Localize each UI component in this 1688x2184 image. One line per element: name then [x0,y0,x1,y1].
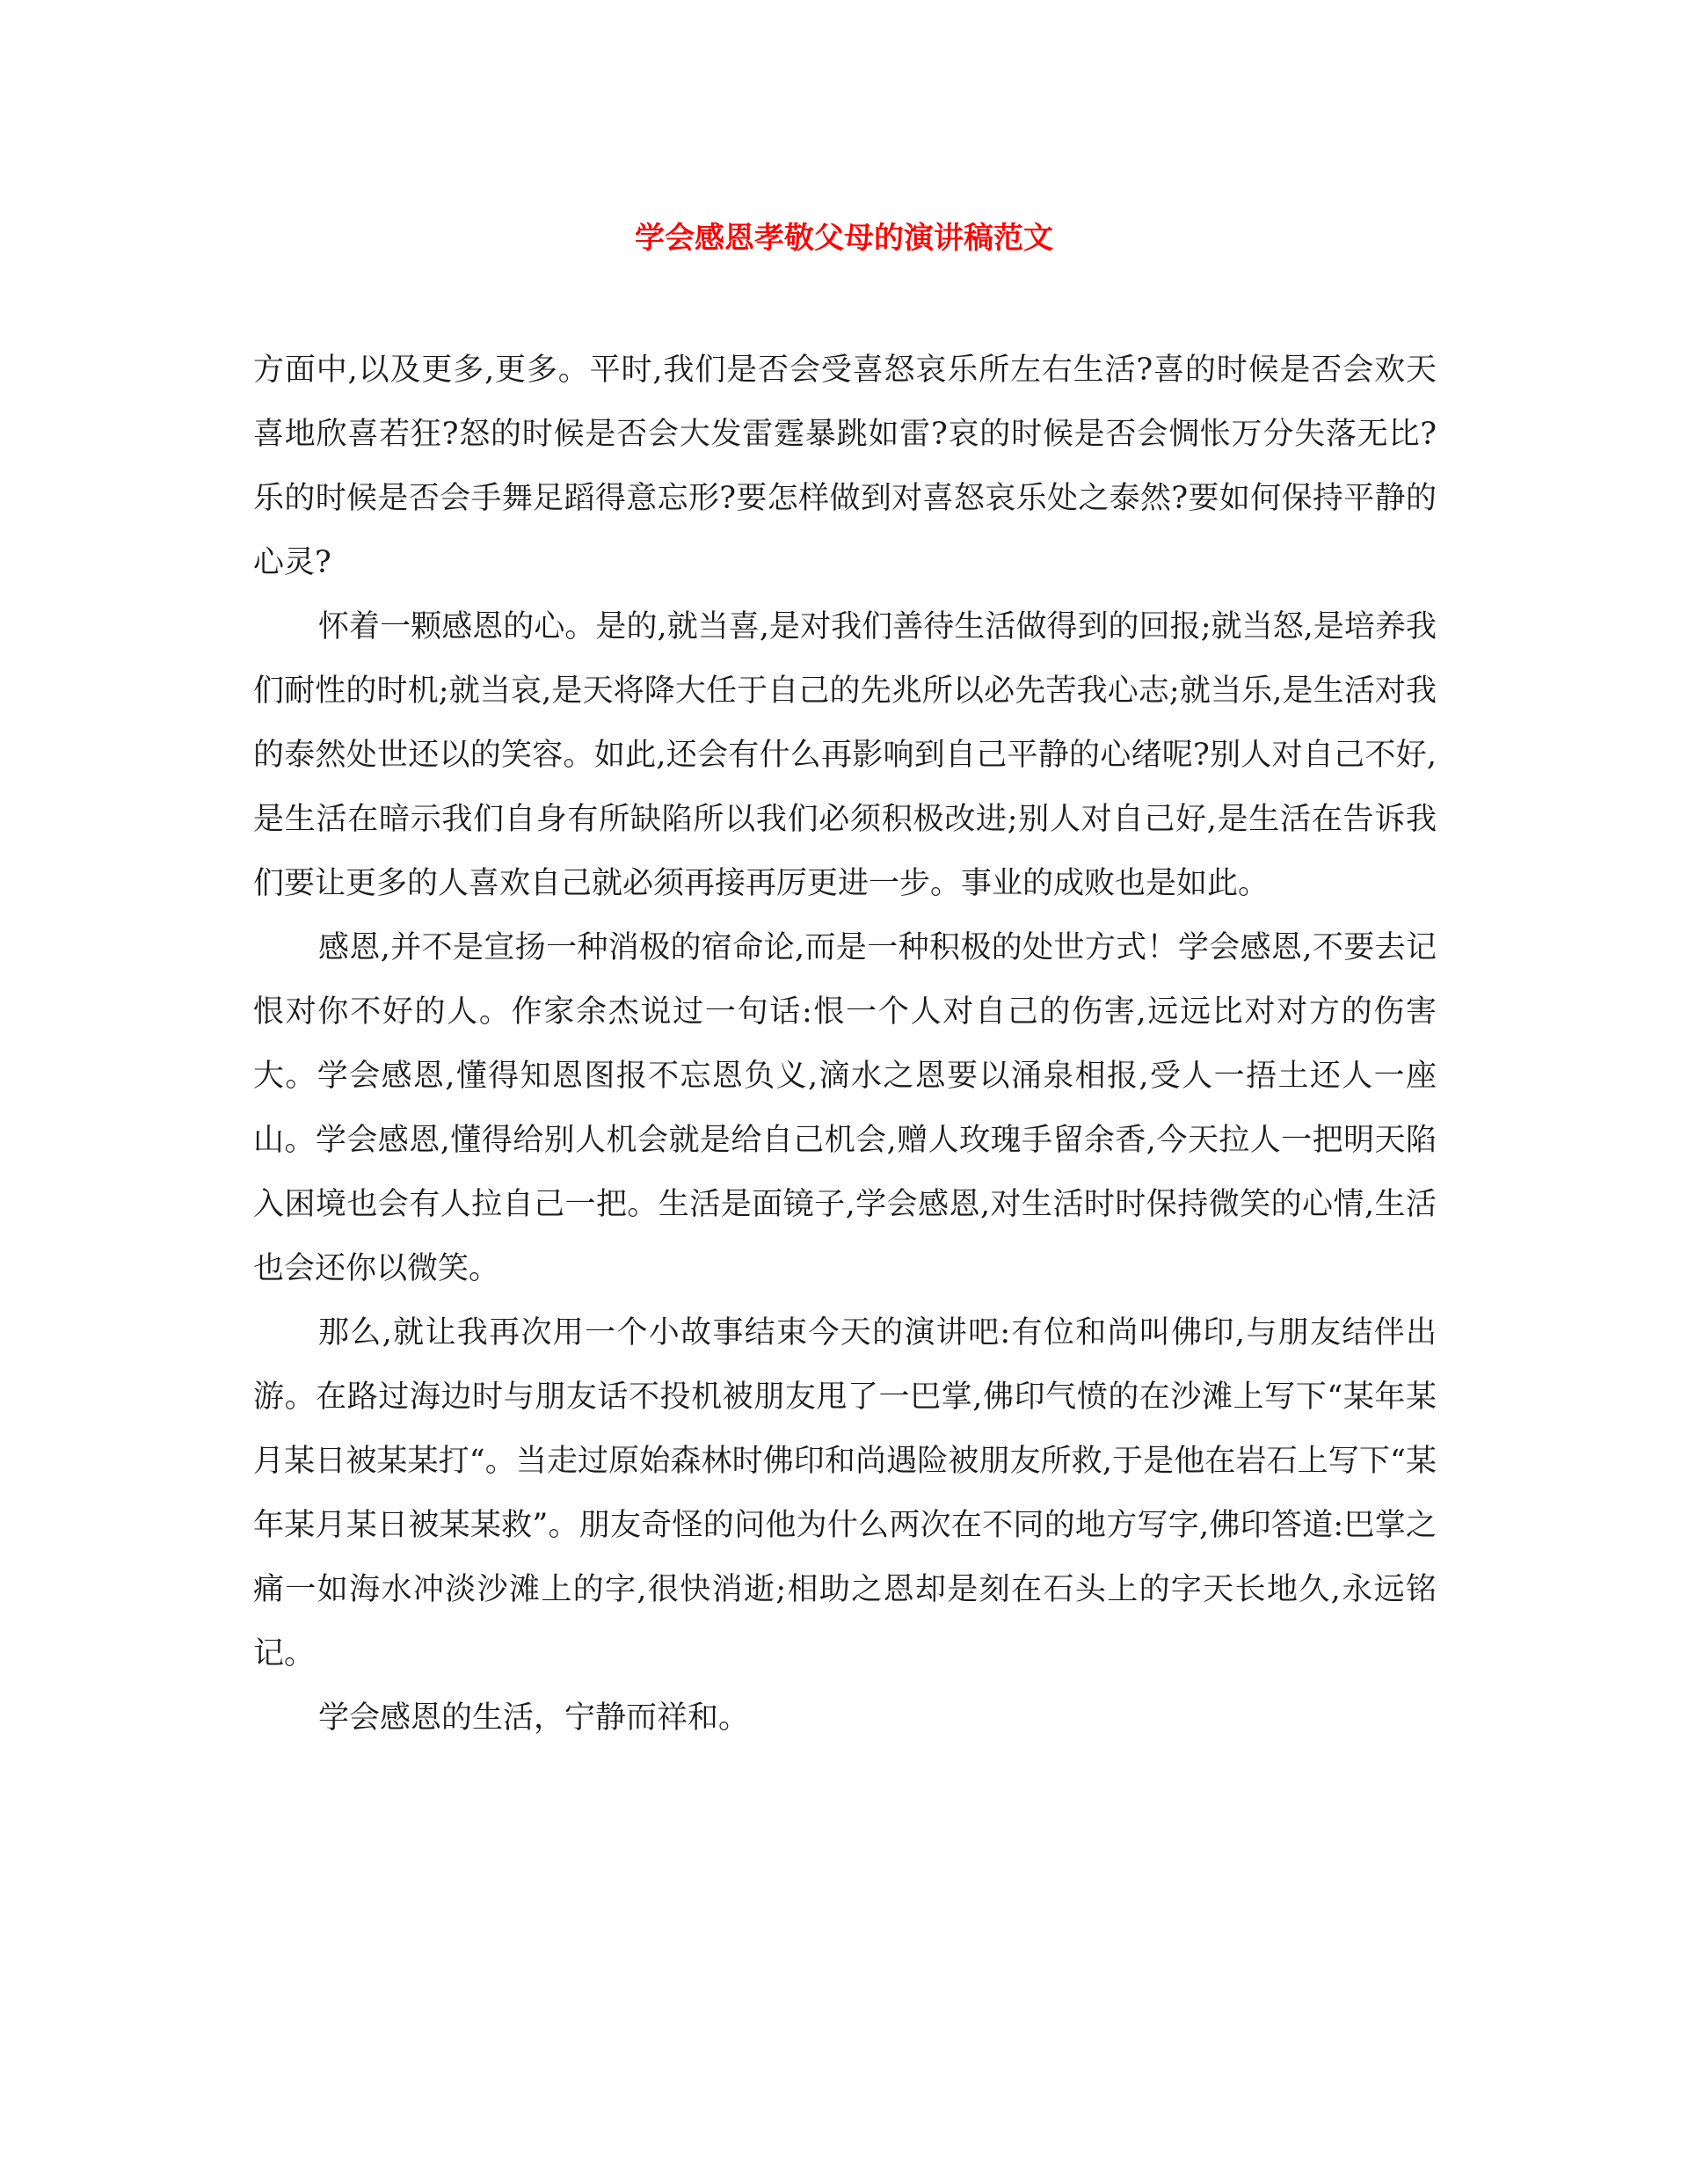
paragraph-3: 感恩,并不是宣扬一种消极的宿命论,而是一种积极的处世方式！学会感恩,不要去记恨对你不好的人。作家余杰说过一句话:恨一个人对自己的伤害,远远比对对方的伤害大。学会感恩,懂得知恩图报不忘恩负义,滴水之恩要以涌泉相报,受人一捂土还人一座山。学会感恩,懂得给别人机会就是给自己机会,赠人玫瑰手留余香,今天拉人一把明天陷入困境也会有人拉自己一把。生活是面镜子,学会感恩,对生活时时保持微笑的心情,生活也会还你以微笑。 [253,930,1437,1286]
document-title: 学会感恩孝敬父母的演讲稿范文 [635,221,1053,256]
document-body [253,339,1437,1751]
paragraph-5: 学会感恩的生活，宁静而祥和。 [318,1700,750,1736]
paragraph-2: 怀着一颗感恩的心。是的,就当喜,是对我们善待生活做得到的回报;就当怒,是培养我们耐性的时机;就当哀,是天将降大任于自己的先兆所以必先苦我心志;就当乐,是生活对我的泰然处世还以的笑容。如此,还会有什么再影响到自己平静的心绪呢?别人对自己不好,是生活在暗示我们自身有所缺陷所以我们必须积极改进;别人对自己好,是生活在告诉我们要让更多的人喜欢自己就必须再接再厉更进一步。事业的成败也是如此。 [253,609,1437,901]
paragraph-1: 方面中,以及更多,更多。平时,我们是否会受喜怒哀乐所左右生活?喜的时候是否会欢天喜地欣喜若狂?怒的时候是否会大发雷霆暴跳如雷?哀的时候是否会惆怅万分失落无比?乐的时候是否会手舞足蹈得意忘形?要怎样做到对喜怒哀乐处之泰然?要如何保持平静的心灵? [253,353,1437,580]
paragraph-4: 那么,就让我再次用一个小故事结束今天的演讲吧:有位和尚叫佛印,与朋友结伴出游。在路过海边时与朋友话不投机被朋友甩了一巴掌,佛印气愤的在沙滩上写下“某年某月某日被某某打“。当走过原始森林时佛印和尚遇险被朋友所救,于是他在岩石上写下“某年某月某日被某某救”。朋友奇怪的问他为什么两次在不同的地方写字,佛印答道:巴掌之痛一如海水冲淡沙滩上的字,很快消逝;相助之恩却是刻在石头上的字天长地久,永远铭记。 [253,1315,1437,1671]
